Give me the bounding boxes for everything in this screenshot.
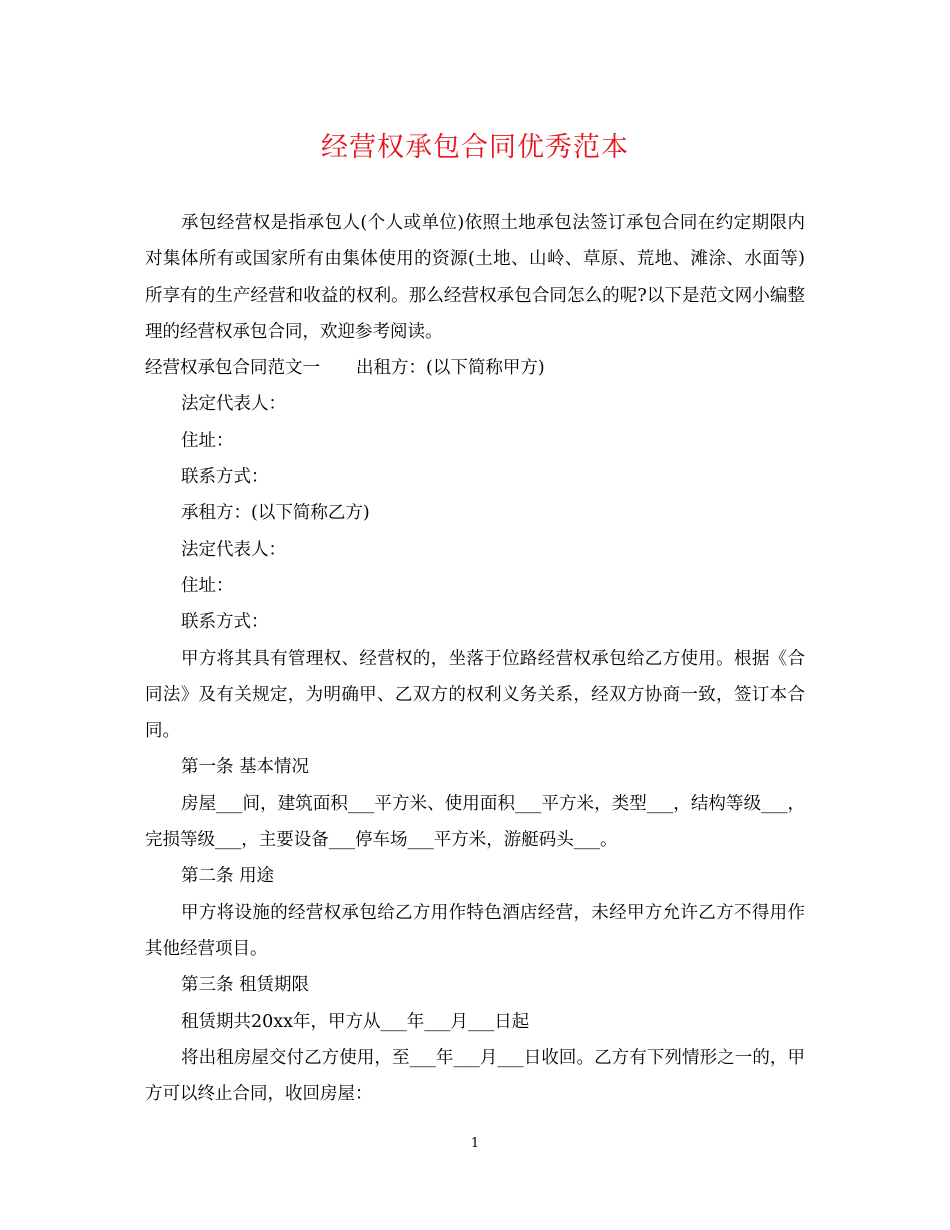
lessee-line: 承租方：(以下简称乙方) [181, 503, 370, 524]
sample-heading-line [145, 350, 805, 386]
article3-title: 第三条 租赁期限 [181, 975, 310, 996]
lessor-line: 出租方：(以下简称甲方) [356, 358, 545, 379]
lessee-contact: 联系方式： [181, 612, 269, 633]
article2-text: 甲方将设施的经营权承包给乙方用作特色酒店经营，未经甲方允许乙方不得用作其他经营项目。 [145, 902, 805, 959]
document-title: 经营权承包合同优秀范本 [321, 132, 629, 163]
article1-title: 第一条 基本情况 [181, 757, 310, 778]
article2-title: 第二条 用途 [181, 866, 275, 887]
preamble-paragraph: 甲方将其具有管理权、经营权的，坐落于位路经营权承包给乙方使用。根据《合同法》及有关规定，为明确甲、乙双方的权利义务关系，经双方协商一致，签订本合同。 [145, 648, 805, 742]
document-body [145, 205, 805, 1112]
article3-text1: 租赁期共20xx年，甲方从___年___月___日起 [181, 1011, 530, 1032]
lessee-representative: 法定代表人： [181, 539, 286, 560]
article1-text: 房屋___间，建筑面积___平方米、使用面积___平方米，类型___，结构等级___，完损等级___，主要设备___停车场___平方米，游艇码头___。 [145, 793, 805, 851]
lessor-address: 住址： [181, 430, 234, 451]
page-number: 1 [470, 1136, 480, 1151]
intro-paragraph: 承包经营权是指承包人(个人或单位)依照土地承包法签订承包合同在约定期限内对集体所有或国家所有由集体使用的资源(土地、山岭、草原、荒地、滩涂、水面等)所享有的生产经营和收益的权利。那么经营权承包合同怎么的呢?以下是范文网小编整理的经营权承包合同，欢迎参考阅读。 [145, 213, 805, 342]
sample-heading: 经营权承包合同范文一 [145, 358, 320, 379]
article3-text2: 将出租房屋交付乙方使用，至___年___月___日收回。乙方有下列情形之一的，甲方可以终止合同，收回房屋： [145, 1047, 805, 1105]
lessee-address: 住址： [181, 575, 234, 596]
lessor-representative: 法定代表人： [181, 394, 286, 415]
lessor-contact: 联系方式： [181, 467, 269, 488]
